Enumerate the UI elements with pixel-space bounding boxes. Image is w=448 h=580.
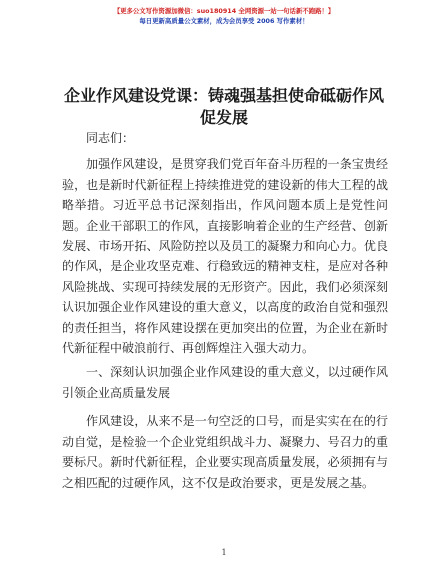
promo-banner-line-2: 每日更新高质量公文素材，成为会员享受 2006 写作素材！ xyxy=(139,17,309,25)
section-paragraph: 作风建设，从来不是一句空泛的口号，而是实实在在的行动自觉，是检验一个企业党组织战斗力、凝聚力、号召力的重要标尺。新时代新征程，企业要实现高质量发展，必须拥有与之相匹配的过硬作风，这不仅是政治要求，更是发展之基。 xyxy=(62,414,388,490)
page-number: 1 xyxy=(221,548,227,557)
greeting-paragraph: 同志们： xyxy=(86,131,135,145)
intro-paragraph: 加强作风建设，是贯穿我们党百年奋斗历程的一条宝贵经验，也是新时代新征程上持续推进党的建设新的伟大工程的战略举措。习近平总书记深刻指出，作风问题本质上是党性问题。企业干部职工的作风，直接影响着企业的生产经营、创新发展、市场开拓、风险防控以及员工的凝聚力和向心力。优良的作风，是企业攻坚克难、行稳致远的精神支柱，是应对各种风险挑战、实现可持续发展的无形资产。因此，我们必须深刻认识加强企业作风建设的重大意义，以高度的政治自觉和强烈的责任担当，将作风建设摆在更加突出的位置，为企业在新时代新征程中破浪前行、再创辉煌注入强大动力。 xyxy=(62,157,388,356)
document-title: 企业作风建设党课：铸魂强基担使命砥砺作风促发展 xyxy=(64,86,385,127)
section-heading: 一、深刻认识加强企业作风建设的重大意义，以过硬作风引领企业高质量发展 xyxy=(62,365,388,400)
promo-banner xyxy=(0,6,448,26)
document-body xyxy=(62,128,388,497)
promo-banner-line-1: 【更多公文写作资源加微信：suo180914 全网资源一站一句话新不跑路！】 xyxy=(113,7,335,15)
